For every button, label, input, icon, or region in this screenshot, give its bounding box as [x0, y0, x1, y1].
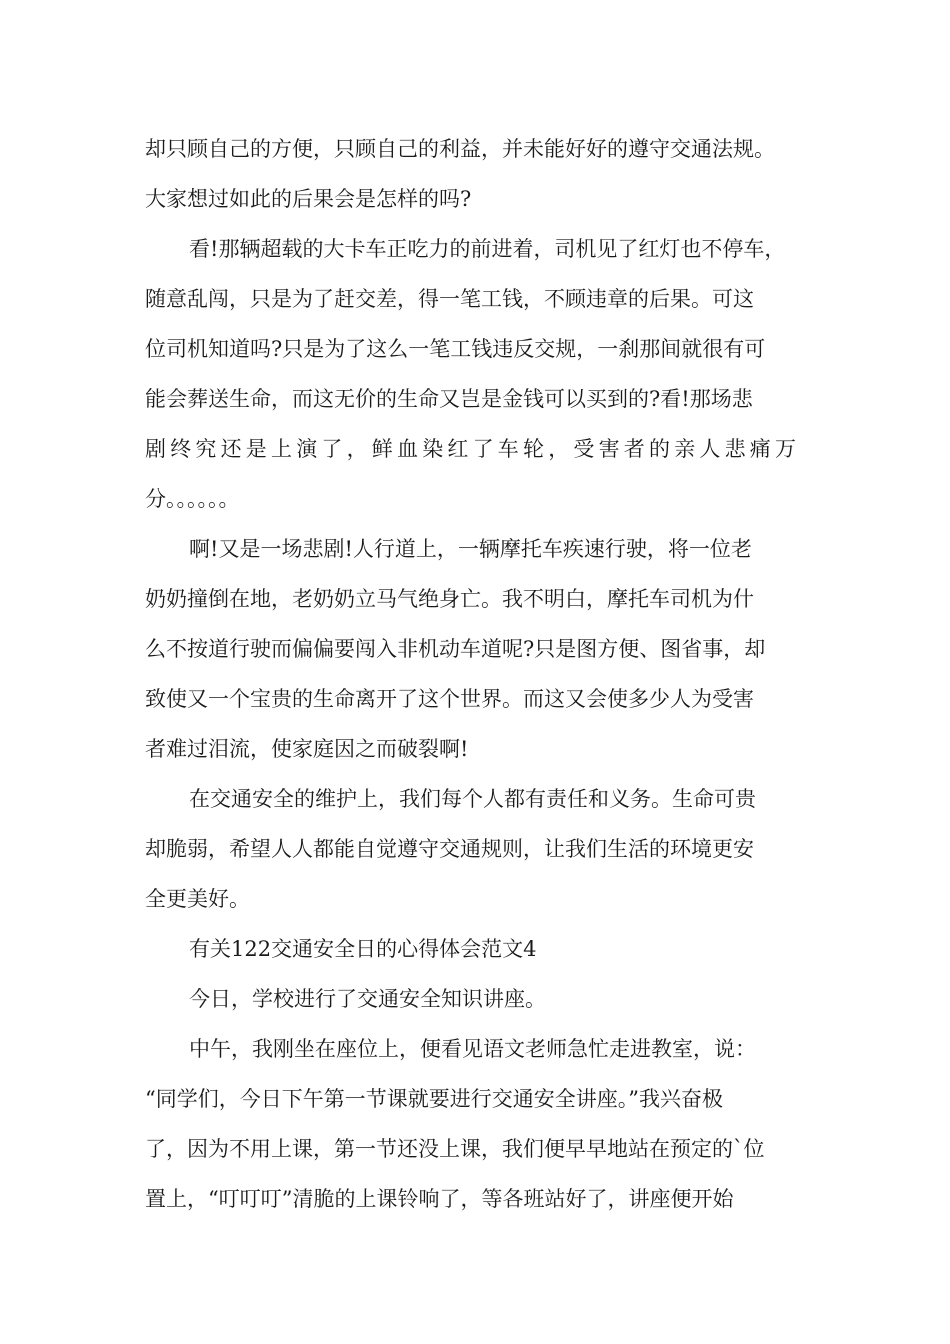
paragraph-start-line: 在交通安全的维护上，我们每个人都有责任和义务。生命可贵	[189, 787, 756, 811]
text-line: 却脆弱，希望人人都能自觉遵守交通规则，让我们生活的环境更安	[145, 837, 754, 861]
text-line: “同学们，今日下午第一节课就要进行交通安全讲座。”我兴奋极	[145, 1087, 723, 1111]
text-line: 位司机知道吗?只是为了这么一笔工钱违反交规，一刹那间就很有可	[145, 337, 766, 361]
text-line: 剧终究还是上演了，鲜血染红了车轮，受害者的亲人悲痛万	[145, 437, 801, 461]
text-line: 随意乱闯，只是为了赶交差，得一笔工钱，不顾违章的后果。可这	[145, 287, 754, 311]
text-line: 者难过泪流，使家庭因之而破裂啊!	[145, 737, 469, 761]
text-line: 大家想过如此的后果会是怎样的吗?	[145, 187, 472, 211]
section-heading: 有关122交通安全日的心得体会范文4	[189, 937, 537, 961]
text-line: 分。。。。。。	[145, 487, 240, 511]
paragraph-start-line: 今日，学校进行了交通安全知识讲座。	[189, 987, 546, 1011]
paragraph-start-line: 看!那辆超载的大卡车正吃力的前进着，司机见了红灯也不停车，	[189, 237, 786, 261]
text-line: 能会葬送生命，而这无价的生命又岂是金钱可以买到的?看!那场悲	[145, 387, 753, 411]
text-line: 致使又一个宝贵的生命离开了这个世界。而这又会使多少人为受害	[145, 687, 754, 711]
text-line: 了，因为不用上课，第一节还没上课，我们便早早地站在预定的`位	[145, 1137, 765, 1161]
document-body	[145, 124, 825, 1224]
text-line: 全更美好。	[145, 887, 250, 911]
paragraph-start-line: 啊!又是一场悲剧!人行道上，一辆摩托车疾速行驶，将一位老	[189, 537, 752, 561]
text-line: 却只顾自己的方便，只顾自己的利益，并未能好好的遵守交通法规。	[145, 137, 775, 161]
paragraph-start-line: 中午，我刚坐在座位上，便看见语文老师急忙走进教室，说：	[189, 1037, 756, 1061]
text-line: 么不按道行驶而偏偏要闯入非机动车道呢?只是图方便、图省事，却	[145, 637, 766, 661]
text-line: 奶奶撞倒在地，老奶奶立马气绝身亡。我不明白，摩托车司机为什	[145, 587, 754, 611]
text-line: 置上，“叮叮叮”清脆的上课铃响了，等各班站好了，讲座便开始	[145, 1187, 734, 1211]
